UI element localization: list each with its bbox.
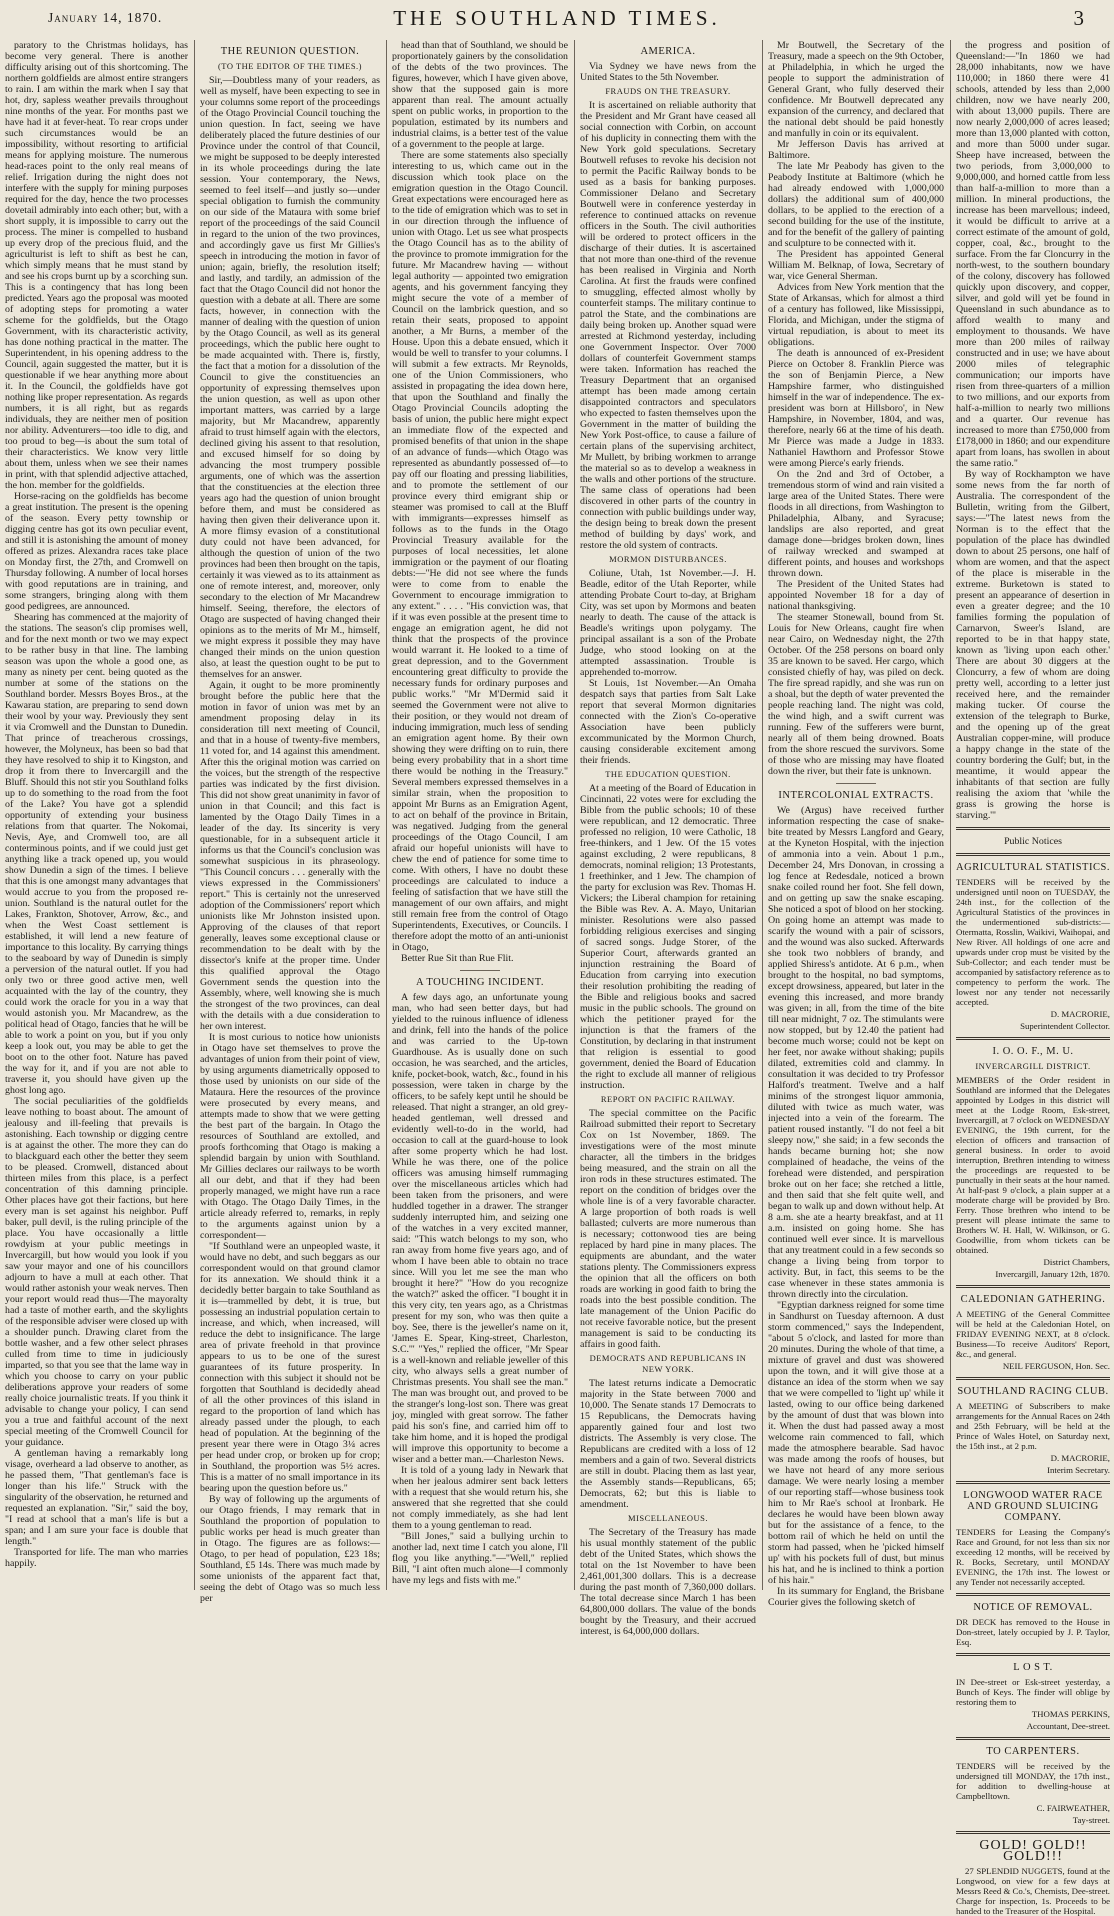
notice-divider: [956, 1285, 1110, 1288]
notice-signature-line: Tay-street.: [1072, 1815, 1110, 1825]
article-paragraph: Better Rue Sit than Rue Flit.: [401, 953, 514, 964]
article-paragraph: The latest returns indicate a Democratic majority in the State between 7000 and 10,000. The Senate stands 17 Democrats to 15 Republicans, the Democrats having apparently gained four and lost two districts. The Assembly is very close. The Republicans are credited with a loss of 12 members and a gain of two. Several districts are still in doubt. Placing them as last year, the Assembly stands—Republicans, 65; Democrats, 62; but this is liable to amendment.: [580, 1378, 756, 1510]
notice-divider: [956, 1737, 1110, 1740]
notice-signature: NEIL FERGUSON, Hon. Sec.: [1002, 1361, 1110, 1371]
notice-body: TENDERS will be received by the undersigned until noon on TUESDAY, the 24th inst., for the collection of the Agricultural Statistics of the provinces in the undermentioned sub-districts:—Otermatta, Rosslin, Waikivi, Waihopai, and New River. All holdings of one acre and upwards under crop must be visited by the Sub-Collector; and each tender must be accompanied by satisfactory reference as to competency to perform the work. The lowest nor any tender not necessarily accepted.: [956, 877, 1110, 1007]
notice-signature: C. FAIRWEATHER,: [1036, 1803, 1110, 1813]
notice-signature-line: Superintendent Collector.: [1020, 1021, 1110, 1031]
notice-block: [956, 1075, 1110, 1255]
notice-body: IN Dee-street or Esk-street yesterday, a Bunch of Keys. The finder will oblige by restoring them to: [956, 1677, 1110, 1707]
notice-block: [956, 1617, 1110, 1647]
section-heading: REPORT ON PACIFIC RAILWAY.: [600, 1094, 736, 1104]
article-intro: Via Sydney we have news from the United States to the 5th November.: [580, 61, 756, 83]
notice-body: DR DECK has removed to the House in Don-street, lately occupied by J. P. Taylor, Esq.: [956, 1617, 1110, 1647]
masthead: [0, 0, 1114, 40]
article-paragraph: It is told of a young lady in Newark that when her jealous admirer sent back letters with a request that she would return his, she answered that she regretted that she could not comply immediately, as she had lent them to a young gentleman to read.: [392, 1465, 568, 1531]
notice-signature-line: Interim Secretary.: [1047, 1465, 1110, 1475]
section-heading: FRAUDS ON THE TREASURY.: [605, 86, 731, 96]
section-heading: DEMOCRATS AND REPUBLICANS IN NEW YORK.: [589, 1353, 747, 1374]
article-paragraph: Again, it ought to be more prominently brought before the public here that the motion in favor of union was met by an amendment proposing delay in its consideration till next meeting of Council, and that in a house of twenty-five members, 11 voted for, and 14 against this amendment. After this the original motion was carried on the voices, but the strength of the respective parties was indicated by the first division. This did not show great unanimity in favor of union in that Council; and this fact is lamented by the Otago Daily Times in a leader of the day. Its sincerity is very questionable, for in a subsequent article it informs us that the Council's conclusion was somewhat suspicious in its phraseology. "This Council concurs . . . generally with the views expressed in the Commissioners' report." This is certainly not the unreserved adoption of the Commissioners' report which unionists like Mr Johnston insisted upon. Approving of the clauses of that report generally, leaves some exceptional clause or recommendation to be dealt with by the dissector's knife at the proper time. Under this qualified approval the Otago Government sends the question into the Assembly, where, well knowing she is much the strongest of the two provinces, can deal with the details with a due consideration to her own interest.: [200, 680, 380, 1032]
column-4: [580, 40, 756, 1637]
article-paragraph: There are some statements also specially interesting to us, which came out in the discussion which took place on the emigration question in the Otago Council. Great expectations were encouraged here as to the tide of emigration which was to set in in our direction through the influence of union with Otago. Let us see what prospects the Otago Council has as to the ability of the province to promote immigration for the future. Mr Macandrew having — without legal authority — appointed two emigration agents, and his government fancying they might secure the vote of a member of Council on the lambrick question, and so retain their seats, proposed to appoint another, a Mr Burns, a member of the House. Upon this a debate ensued, which it would be well to transfer to your columns. I will submit a few extracts. Mr Reynolds, one of the Union Commissioners, who assisted in propagating the idea down here, that upon the Southland and finally the Otago Provincial Councils adopting the basis of union, the public here might expect an immediate flow of the expected and promised benefits of that union in the shape of an advance of funds—which Otago was represented as abundantly possessed of—to pay off our floating and pressing liabilities, and to promote the settlement of our province every third emigrant ship or steamer was promised to call at the Bluff with immigrants—expresses himself as follows as to the funds in the Otago Provincial Treasury available for the purposes of local necessities, let alone immigration or the payment of our floating debts:—"He did not see where the funds were to come from to enable the Government to encourage immigration to any extent." . . . . "His conviction was, that if it was even possible at the present time to engage an emigration agent, he did not think that the prospects of the province would warrant it. He looked to a time of great depression, and to the Government encountering great difficulty to provide the necessary funds for ordinary purposes and public works." "Mr M'Dermid said it seemed the Government were not alive to their position, or they would not dream of inducing immigration, much less of sending an emigration agent home. By their own showing they were drifting on to ruin, there being every probability that in a short time there would be nothing in the Treasury." Several members expressed themselves in a similar strain, when the proposition to appoint Mr Burns as an Emigration Agent, to act on behalf of the province in Britain, was negatived. Judging from the general proceedings of the Otago Council, I am afraid our hopeful unionists will have to chew the end of patience for some time to come. With others, I have no doubt these proceedings are calculated to induce a feeling of satisfaction that we have still the management of our own affairs, and might still remain free from the control of Otago Superintendents, Executives, or Councils. I therefore adopt the motto of an anti-unionist in Otago,: [392, 150, 568, 953]
notice-block: [956, 1309, 1110, 1359]
notice-signature: D. MACRORIE,: [1050, 1009, 1110, 1019]
notice-body: A MEETING of Subscribers to make arrangements for the Annual Races on 24th and 25th February, will be held at the Prince of Wales Hotel, on Saturday next, the 15th inst., at 2 p.m.: [956, 1401, 1110, 1451]
column-1: [5, 40, 188, 1569]
column-rule: [194, 40, 195, 1590]
notice-heading: SOUTHLAND RACING CLUB.: [957, 1386, 1109, 1397]
column-rule: [950, 40, 951, 1590]
notice-block: [956, 1401, 1110, 1451]
article-paragraph: By way of Rockhampton we have some news from the far north of Australia. The correspondent of the Bulletin, writing from the Gilbert, says:—"The latest news from the Norman is to the effect that the population of the place has dwindled down to about 25 persons, one half of whom are women, and that the aspect of the place is miserable in the extreme. Burketown is stated to present an appearance of desertion in even a greater degree; and the 10 families forming the population of Carnarvon, Sweer's Island, are reported to be in that happy state, known as 'living upon each other.' There are about 30 diggers at the Cloncurry, a few of whom are doing pretty well, according to a letter just received here, and the remainder making tucker. Of course the extension of the telegraph to Burke, and the opening up of the great Australian copper-mine, will produce a happy change in the state of the country bordering the Gulf; but, in the meantime, it would appear the inhabitants of that section are fully realising the axiom that 'while the grass is growing the horse is starving.'": [956, 469, 1110, 821]
article-paragraph: paratory to the Christmas holidays, has become very general. There is another difficulty arising out of this shortcoming. The northern goldfields are almost entire strangers to rain. I am within the mark when I say that hot, dry, sapless weather prevails throughout nine months of the year. For months past we have had it at fever-heat. To rear crops under such circumstances would be an impossibility, without resorting to artificial means for applying moisture. The numerous head-races point to the only real means of relief. Irrigation during the night does not interfere with the supply for mining purposes required for the day, hence the two processes dovetail admirably into each other; but, with a short supply, it is impossible to carry out the process. The miner is compelled to husband up every drop of the precious fluid, and the agriculturist is left to shift as best he can, which simply means that he must stand by and see his crops burnt up by a scorching sun. This is a contingency that has long been predicted. Years ago the proposal was mooted of adopting steps for promoting a water scheme for the goldfields, but the Otago Government, with its characteristic activity, has done nothing practical in the matter. The Superintendent, in his opening address to the Council, again suggested the matter, but it is questionable if we hear anything more about it. In the Council, the goldfields have got nothing like proper representation. As regards numbers, it is all right, but as regards individuals, they are neither men of position nor ability. Adventurers—too idle to dig, and too proud to beg—is about the sum total of their characteristics. We know very little about them, unless when we see their names in print, with that splendid adjective attached, the hon. member for the goldfields.: [5, 40, 188, 491]
notice-body: A MEETING of the General Committee will be held at the Caledonian Hotel, on FRIDAY EVENING NEXT, at 8 o'clock. Business—To receive Auditors' Report, &c., and general.: [956, 1309, 1110, 1359]
article-subheading: (TO THE EDITOR OF THE TIMES.): [217, 61, 363, 71]
article-paragraph: On the 2nd and 3rd of October, a tremendous storm of wind and rain visited a large area of the United States. There were floods in all directions, from Washington to Philadelphia, Albany, and Syracuse; landslips are also reported, and great damage done—bridges broken down, lines of railway wrecked and swamped at different points, and houses and workshops thrown down.: [768, 469, 944, 579]
notice-signature: District Chambers,: [1043, 1257, 1110, 1267]
article-paragraph: Shearing has commenced at the majority of the stations. The season's clip promises well, and for the next month or two we may expect to be rather busy in that line. The lambing season was upon the whole a good one, as many as ninety per cent. being quoted as the number at some of the stations on the Southland border. Messrs Boyes Bros., at the Kawarau station, are preparing to send down their wool by your way. Previously they sent it via Cromwell and the Dunstan to Dunedin. That prince of treacherous crossings, however, the Molyneux, has been so bad that they have resolved to ship it to Kingston, and drop it from there to Invercargill and the Bluff. Should this not stir you Southland folks up to do something to the road from the foot of the Lake? You have got a splendid opportunity of extending your business relations from that quarter. The Nokomai, Nevis, Aye, and Cromwell too, are all conterminous points, and if we could just get anything like a track opened up, you would show Dunedin a sign of the times. I believe that this is one amongst many advantages that would accrue to you from the proposed re-union. Southland is the natural outlet for the Lakes, Frankton, Shotover, Arrow, &c., and when the West Coast settlement is established, it will lend a new feature of importance to this locality. By carrying things to the seaboard by way of Dunedin is simply a perversion of the natural outlet. If you had only two or three good active men, well acquainted with the lay of the country, they could work the oracle for you in a way that would astonish you. Mr Macandrew, as the political head of Otago, fancies that he will be able to work a point on you, but if you only keep a look out, you may be able to get the boot on to the other foot. Nature has paved the way for it, and if you are not able to traverse it, you should have given up the ghost long ago.: [5, 612, 188, 1096]
article-paragraph: Mr Jefferson Davis has arrived at Baltimore.: [768, 139, 944, 161]
notice-body: TENDERS for Leasing the Company's Race and Ground, for not less than six nor exceeding 12 months, will be received by R. Bocks, Secretary, until MONDAY EVENING, the 17th inst. The lowest or any Tender not necessarily accepted.: [956, 1527, 1110, 1587]
notices-rule: [956, 827, 1110, 830]
notice-block: [956, 1761, 1110, 1801]
article-paragraph: By way of following up the arguments of our Otago friends, I may remark that in Southland the proportion of population to public works per head is much greater than in Otago. The figures are as follows:—Otago, to per head of population, £23 18s; Southland, £5 14s. There was much made by some unionists of the apparent fact that, seeing the debt of Otago was so much less per: [200, 1494, 380, 1604]
article-paragraph: A gentleman having a remarkably long visage, overheard a lad observe to another, as he passed them, "That gentleman's face is longer than his life." Struck with the singularity of the observation, he returned and requested an explanation. "Sir," said the boy, "I read at school that a man's life is but a span; and I am sure your face is double that length.": [5, 1448, 188, 1547]
notice-signature-line: Accountant, Dee-street.: [1026, 1721, 1110, 1731]
column-rule: [386, 40, 387, 1590]
article-paragraph: The President has appointed General William M. Belknap, of Iowa, Secretary of war, vice General Sherman.: [768, 249, 944, 282]
column-3: [392, 40, 568, 1586]
article-paragraph: "Bill Jones," said a bullying urchin to another lad, next time I catch you alone, I'll flog you like anything."—"Well," replied Bill, "I aint often much alone—I commonly have my legs and fists with me.": [392, 1531, 568, 1586]
notice-block: [956, 877, 1110, 1007]
section-heading: MISCELLANEOUS.: [628, 1513, 708, 1523]
notice-body: TENDERS will be received by the undersigned till MONDAY, the 17th inst., for addition to dwelling-house at Campbelltown.: [956, 1761, 1110, 1801]
notice-signature: D. MACRORIE,: [1050, 1453, 1110, 1463]
notice-block: [956, 1677, 1110, 1707]
gold-notice-body: 27 SPLENDID NUGGETS, found at the Longwood, on view for a few days at Messrs Reed & Co.'s, Chemists, Dee-street. Charge for inspection, 1s. Proceeds to be handed to the Treasurer of the Hospital.: [956, 1866, 1110, 1916]
notice-heading: TO CARPENTERS.: [986, 1746, 1080, 1757]
article-paragraph: Horse-racing on the goldfields has become a great institution. The present is the opening of the season. Every petty township or digging centre has got its own peculiar event, and still it is astonishing the amount of money offered as prizes. Alexandra races take place on Monday first, the 27th, and Cromwell on Thursday following. A number of local horses with good reputations are in training, and some strangers, bringing along with them good pedigrees, are announced.: [5, 491, 188, 612]
notice-heading: L O S T.: [1013, 1662, 1053, 1673]
section-divider: [836, 783, 876, 784]
article-paragraph: The social peculiarities of the goldfields leave nothing to boast about. The amount of jealousy and ill-feeling that prevails is astonishing. Each township or digging centre is at against the other. The more they can do to blackguard each other the better they seem to be pleased. Cromwell, distanced about thirteen miles from this place, is a perfect concentration of this damning principle. Other places have got their factions, but here every man is set against his neighbor. Puff baker, pull devil, is the ruling principle of the place. You have occasionally a little rowdyism at your public meetings in Invercargill, but how would you look if you saw your mayor and one of his councillors adjourn to have a mull at each other. That would rather astonish your weak nerves. Then your report would read thus—The mayoralty had a taste of mother earth, and the skylights of the responsible adviser were closed up with a shoulder punch. Drawing claret from the bottle washer, and a few other select phrases culled from time to time in judiciously imparted, so that you see that the lame way in which you choose to carry on your public deliberations approve your readers of some really choice journalistic treats. If you think it advisable to change your policy, I can send you a true and faithful account of the next special meeting of the Cromwell Council for your guidance.: [5, 1096, 188, 1448]
article-paragraph: St Louis, 1st November.—An Omaha despatch says that parties from Salt Lake report that several Mormon dignitaries connected with the Zion's Co-operative Association have been publicly excommunicated by the Mormon Church, causing considerable excitement among their friends.: [580, 678, 756, 766]
article-paragraph: The death is announced of ex-President Pierce on October 8. Franklin Pierce was the son of Benjamin Pierce, a New Hampshire farmer, who distinguished himself in the war of independence. The ex-president was born at Hillsboro', in New Hampshire, in November, 1804, and was, therefore, nearly 66 at the time of his death. Mr Pierce was made a Judge in 1833. Nathaniel Hawthorn and Professor Stowe were among Pierce's early friends.: [768, 348, 944, 469]
article-paragraph: "If Southland were an unpeopled waste, it would have no debt, and such beggars as our correspondent would on that ground clamor for its annexation. We should think it a decidedly better bargain to take Southland as it is—trammelled by debt, it is true, but possessing an industrial population certain to increase, and which, when increased, will reduce the debt to insignificance. The large area of private freehold in that province appears to us to be one of the surest guarantees of its future prosperity. In connection with this subject it should not be forgotten that Southland is decidedly ahead of all the other provinces of this island in regard to the proportion of land which has already passed under the plough, to each head of population. At the beginning of the present year there were in Otago 3¼ acres per head under crop, or broken up for crop; in Southland, the proportion was 5½ acres. This is a matter of no small importance in its bearing upon the question before us.": [200, 1241, 380, 1494]
article-paragraph: Mr Boutwell, the Secretary of the Treasury, made a speech on the 9th October, at Philadelphia, in which he urged the people to support the administration of General Grant, who fully deserved their confidence. Mr Boutwell deprecated any expansion of the currency, and declared that the national debt should be paid honestly and manfully in coin or its equivalent.: [768, 40, 944, 139]
notice-block: [956, 1527, 1110, 1587]
notice-heading: CALEDONIAN GATHERING.: [960, 1294, 1106, 1305]
article-heading: A TOUCHING INCIDENT.: [415, 977, 545, 988]
article-paragraph: At a meeting of the Board of Education in Cincinnati, 22 votes were for excluding the Bible from the public schools; 10 of these were republican, and 12 democratic. Three professed no religion, 10 were Catholic, 18 free-thinkers, and 1 Jew. Of the 15 votes against excluding, 2 were republicans, 8 democrats, nominal religion; 13 Protestants, 1 freethinker, and 1 Jew. The champion of the party for exclusion was Rev. Thomas H. Vickers; the Liberal champion for retaining the Bible was Rev. A. A. Mayo, Unitarian minister. Resolutions were also passed forbidding religious exercises and singing of sacred songs. Judge Storer, of the Superior Court, afterwards granted an injunction restraining the Board of Education from carrying into execution their resolution prohibiting the reading of the Bible and religious books and sacred music in the public schools. The ground on which the petitioner prayed for the injunction is that the framers of the Constitution, by declaring in that instrument that religion is essential to good government, denied the Board of Education the right to exclude all manner of religious instruction.: [580, 783, 756, 1091]
article-paragraph: Transported for life. The man who marries happily.: [5, 1547, 188, 1569]
notice-heading: AGRICULTURAL STATISTICS.: [956, 862, 1110, 873]
article-paragraph: head than that of Southland, we should be proportionately gainers by the consolidation of the debts of the two provinces. The figures, however, which I have given above, show that the supposed gain is more apparent than real. The amount actually spent on public works, in proportion to the population, estimated by its numbers and industrial claims, is a better test of the value of a government to the people at large.: [392, 40, 568, 150]
article-paragraph: the progress and position of Queensland:—"In 1860 we had 28,000 inhabitants, now we have 110,000; in 1860 there were 41 schools, attended by less than 2,000 children, now we have nearly 200, with about 13,000 pupils. There are now nearly 2,000,000 of acres leased; more than 13,000 planted with cotton, and more than 5000 under sugar. Sheep have increased, between the two periods, from 3,000,000 to 9,000,000, and horned cattle from less than half-a-million to more than a million. In mineral productions, the increase has been marvellous; indeed, it would be difficult to arrive at a correct estimate of the amount of gold, copper, coal, &c., brought to the surface. From the far Cloncurry in the north-west, to the southern boundary of the colony, discovery has followed quickly upon discovery, and copper, silver, and gold will yet be found in Queensland in such abundance as to afford wealth to many and employment to thousands. We have more than 200 miles of railway constructed and in use; we have about 2000 miles of telegraphic communication; our imports have risen from three-quarters of a million to two millions, and our exports from half-a-million to nearly two millions and a quarter. Our revenue has increased to more than £750,000 from £178,000 in 1860; and our expenditure apart from loans, has swollen in about the same ratio.": [956, 40, 1110, 469]
article-paragraph: A few days ago, an unfortunate young man, who had seen better days, but had yielded to the ruinous influence of idleness and drink, fell into the hands of the police and was carried to the Up-town Guardhouse. As is usually done on such occasion, he was searched, and the articles, knife, pocket-book, watch, &c., found in his possession, were taken in charge by the officers, to be safely kept until he should be released. That night a stranger, an old grey-headed gentleman, well dressed and evidently well-to-do in the world, had occasion to call at the guard-house to look after some property which he had lost. While he was there, one of the police officers was amusing himself rummaging over the miscellaneous articles which had been taken from the prisoners, and were huddled together in a drawer. The stranger suddenly interrupted him, and seizing one of the watches in a very excited manner, said: "This watch belongs to my son, who ran away from home five years ago, and of whom I have been able to obtain no trace since. Will you let me see the man who brought it here?" "How do you recognize the watch?" asked the officer. "I bought it in this very city, ten years ago, as a Christmas present for my son, who was then quite a boy. See, there is the jeweller's name on it, 'James E. Spear, King-street, Charleston, S.C.'" "Yes," replied the officer, "Mr Spear is a well-known and reliable jeweller of this city, who always sells a great number of Christmas presents. You shall see the man." The man was brought out, and proved to be the stranger's long-lost son. There was great joy, mingled with great sorrow. The father paid his son's fine, and carried him off to take him home, and it is hoped the prodigal will improve this opportunity to become a wiser and a better man.—Charleston News.: [392, 992, 568, 1465]
newspaper-title: THE SOUTHLAND TIMES.: [393, 6, 721, 30]
notice-divider: [956, 1037, 1110, 1040]
article-paragraph: The late Mr Peabody has given to the Peabody Institute at Baltimore (which he had already endowed with 1,000,000 dollars) the additional sum of 400,000 dollars, to be applied to the erection of a second building for the use of the institute, and for the benefit of the gallery of painting and sculpture to be connected with it.: [768, 161, 944, 249]
notice-body: MEMBERS of the Order resident in Southland are informed that the Delegates appointed by Lodges in this district will meet at the Lodge Room, Esk-street, Invercargill, at 7 o'clock on WEDNESDAY EVENING, the 19th current, for the election of officers and transaction of general business. In order to avoid interruption, Brethren intending to witness the proceedings are requested to be punctually in their seats at the hour named. At half-past 9 o'clock, a plain supper at a moderate charge will be provided by Bro. Ferry. Those brethren who intend to be present will please intimate the same to Brothers W. H. Hall, W. Wilkinson, or G. Goodwillie, from whom tickets can be obtained.: [956, 1075, 1110, 1255]
article-paragraph: Sir,—Doubtless many of your readers, as well as myself, have been expecting to see in your columns some report of the proceedings of the Otago Provincial Council touching the union question. In fact, seeing we have deliberately placed the future destinies of our Province under the control of that Council, we might be supposed to be deeply interested in its whole proceedings during the late session. Your contemporary, the News, seemed to feel itself—and justly so—under special obligation to furnish the community on our side of the Mataura with some brief report of the proceedings of the said Council in regard to the union of the two provinces, and accordingly gave us first Mr Gillies's speech in introducing the motion in favor of union; again, briefly, the resolution itself; and lastly, and tardily, an admission of the fact that the Otago Council did not honor the question with a debate at all. There are some facts, however, in connection with the manner of dealing with the question of union by the Otago Council, as well as its general proceedings, which the public here ought to be made acquainted with. There is, firstly, the fact that a motion for a dissolution of the Council to give the constituencies an opportunity of expressing themselves upon the union question, as well as upon other important matters, was carried by a large majority, but Mr Macandrew, apparently afraid to trust himself again with the electors, declined giving his assent to that resolution, and excused himself for so doing by advancing the most trumpery possible arguments, one of which was the assertion that the constituencies at the election three years ago had the question of union brought before them, and must be considered as having then given their deliverance upon it. A more flimsy evasion of a constitutional duty could not have been advanced, for although the question of union of the two provinces had been then brought on the tapis, certainly it was viewed as to its attainment as one of remote interest, and, moreover, only secondary to the election of Mr Macandrew himself. Seeing, therefore, the electors of Otago are suspected of having changed their opinions as to the merits of Mr M., himself, we might express it possible they may have changed their minds on the union question also, at least the question ought to be put to themselves for an answer.: [200, 75, 380, 680]
page-number: 3: [1073, 6, 1084, 30]
column-6: [956, 40, 1110, 1916]
article-paragraph: It is ascertained on reliable authority that the President and Mr Grant have ceased all social connection with Corbin, on account of his duplicity in connecting them with the New York gold speculations. Secretary Boutwell refuses to revoke his decision not to permit the Pacific Railway bonds to be used as a basis for banking purposes. Commissioner Delano and Secretary Boutwell were in conference yesterday in reference to continued attacks on revenue officers in the South. The civil authorities will be ordered to protect officers in the discharge of their duties. It is ascertained that not more than one-third of the revenue has been realised in Virginia and North Carolina. At first the frauds were confined to smuggling, effected almost wholly by counterfeit stamps. The military continue to patrol the State, and the combinations are daily being broken up. Another squad were arrested at Richmond yesterday, including one Government Inspector. Over 7000 dollars of counterfeit Government stamps were taken. Information has reached the Treasury Department that an organised attempt has been made among certain disappointed contractors and speculators who expected to fasten themselves upon the Government in the matter of building the New York Post-office, to cause a failure of certain plans of the supervising architect, Mr Mullett, by bribing workmen to arrange the material so as to develop a weakness in the walls and other portions of the structure. The same class of operations had been discovered in other parts of the country in connection with public buildings under way, the design being to break down the present method of building by days' work, and restore the old system of contracts.: [580, 100, 756, 551]
notice-signature-line: Invercargill, January 12th, 1870.: [995, 1269, 1110, 1279]
column-rule: [574, 40, 575, 1590]
notice-divider: [956, 1481, 1110, 1484]
notice-divider: [956, 1831, 1110, 1834]
notice-heading: I. O. O. F., M. U.: [992, 1046, 1074, 1057]
notices-rule: [956, 853, 1110, 856]
issue-date: January 14, 1870.: [48, 10, 163, 25]
article-paragraph: The special committee on the Pacific Railroad submitted their report to Secretary Cox on 1st November, 1869. The investigations were of the most minute character, all the timbers in the bridges being measured, and the strain on all the iron rods in these structures estimated. The report on the condition of bridges over the whole line is of a very favorable character. A large proportion of both roads is well ballasted; culverts are more numerous than is necessary; cottonwood ties are being replaced by hard pine in many places. The equipments are abundant, and the water stations plenty. The Commissioners express the opinion that all the officers on both roads are working in good faith to bring the roads into the best possible condition. The late management of the Union Pacific do not receive favorable notice, but the present management is said to be conducting its affairs in good faith.: [580, 1108, 756, 1350]
article-paragraph: The steamer Stonewall, bound from St. Louis for New Orleans, caught fire when near Cairo, on Wednesday night, the 27th October. Of the 258 persons on board only 35 are known to be saved. Her cargo, which consisted chiefly of hay, was piled on deck. The fire spread rapidly, and she was run on a shoal, but the depth of water prevented the people reaching land. The night was cold, the wind high, and a swift current was running. Few of the sufferers were burnt, nearly all of them being drowned. Boats from the shore rescued the survivors. Some of those who are missing may have floated down the river, but their fate is unknown.: [768, 612, 944, 777]
notice-divider: [956, 1593, 1110, 1596]
column-2: [200, 40, 380, 1604]
section-heading: THE EDUCATION QUESTION.: [605, 769, 731, 779]
notice-heading: LONGWOOD WATER RACE AND GROUND SLUICING COMPANY.: [963, 1490, 1103, 1523]
article-heading: AMERICA.: [640, 46, 696, 57]
article-paragraph: We (Argus) have received further information respecting the case of snake-bite treated by Messrs Langford and Geary, at the Kyneton Hospital, with the injection of ammonia into a vein. About 1 p.m., December 24, Mrs Donovan, in crossing a log fence at Redesdale, noticed a brown snake coiled round her foot. She fell down, and on getting up saw the snake escaping. She noticed a spot of blood on her stocking. On going home an attempt was made to scarify the wound with a pair of scissors, and the wound was also sucked. Afterwards she took two nobblers of brandy, and applied Shiress's antidote. At 6 p.m., when brought to the hospital, no bad symptoms, except drowsiness, appeared, but later in the evening this increased, and more brandy was given; in all, from the time of the bite till near midnight, 7 oz. The stimulants were now stopped, but by 12.40 the patient had become much worse; could not be kept on her feet, nor awake without shaking; pupils dilated, extremities cold and clammy. In consultation it was decided to try Professor Halford's treatment. Twelve and a half minims of the strongest liquor ammonia, diluted with twice as much water, was injected into a vein of the forearm. The patient roused instantly. "I do not feel a bit sleepy now," she said; in a few seconds the hands became burning hot; she now complained of headache, the veins of the forehead were distended, and perspiration broke out on her face; she retched a little, and then said that she felt quite well, and began to walk up and down without help. At 8 a.m. she ate a hearty breakfast, and at 11 a.m. insisted on going home. She has continued well ever since. It is marvellous that any treatment could in a few seconds so change a living being from torpor to activity. But, in fact, this seems to be the case whenever in these states ammonia is thrown directly into the circulation.: [768, 805, 944, 1300]
article-paragraph: Coliune, Utah, 1st November.—J. H. Beadle, editor of the Utah Reporter, while attending Probate Court to-day, at Brigham City, was set upon by Mormons and beaten nearly to death. The cause of the attack is Beadle's writings upon polygamy. The principal assailant is a son of the Probate Judge, who stood looking on at the attempted assassination. Trouble is apprehended to-morrow.: [580, 568, 756, 678]
article-paragraph: The President of the United States had appointed November 18 for a day of national thanksgiving.: [768, 579, 944, 612]
article-heading: INTERCOLONIAL EXTRACTS.: [778, 790, 934, 801]
section-heading: MORMON DISTURBANCES.: [609, 554, 727, 564]
notice-heading: NOTICE OF REMOVAL.: [973, 1602, 1093, 1613]
column-rule: [762, 40, 763, 1590]
article-paragraph: In its summary for England, the Brisbane Courier gives the following sketch of: [768, 1586, 944, 1608]
notice-divider: [956, 1653, 1110, 1656]
notice-subheading: INVERCARGILL DISTRICT.: [975, 1061, 1091, 1071]
gold-heading: GOLD! GOLD!! GOLD!!!: [979, 1838, 1087, 1864]
article-paragraph: Advices from New York mention that the State of Arkansas, which for almost a third of a century has followed, like Mississippi, Florida, and Michigan, under the stigma of virtual repudiation, is about to meet its obligations.: [768, 282, 944, 348]
notice-signature: THOMAS PERKINS,: [1031, 1709, 1110, 1719]
section-divider: [460, 970, 500, 971]
article-paragraph: The Secretary of the Treasury has made his usual monthly statement of the public debt of the United States, which shows the total on the 1st November to have been 2,461,001,300 dollars. This is a decrease during the past month of 7,360,000 dollars. The total decrease since March 1 has been 64,800,000 dollars. The value of the bonds bought by the Treasury, and their accrued interest, is 64,000,000 dollars.: [580, 1527, 756, 1637]
notice-divider: [956, 1377, 1110, 1380]
public-notices-heading: Public Notices: [1004, 836, 1062, 847]
article-paragraph: It is most curious to notice how unionists in Otago have set themselves to prove the advantages of union from their point of view, by using arguments diametrically opposed to those used by unionists on our side of the Mataura. Here the resources of the province were prosecuted by every means, and attempts made to show that we were getting the best part of the bargain. In Otago the resources of Southland are extolled, and proofs forthcoming that Otago is making a splendid bargain by union with Southland. Mr Gillies declares our railways to be worth all our debt, and that if they had been properly managed, we might have run a race with Otago. The Otago Daily Times, in the article already referred to, remarks, in reply to the arguments against union by a correspondent—: [200, 1032, 380, 1241]
article-heading: THE REUNION QUESTION.: [220, 46, 360, 57]
column-5: [768, 40, 944, 1608]
article-paragraph: "Egyptian darkness reigned for some time in Sandhurst on Tuesday afternoon. A dust storm commenced," says the Independent, "about 5 o'clock, and lasted for more than 20 minutes. During the whole of that time, a mixture of gravel and dust was showered upon the town, and it will give those at a distance an idea of the storm when we say that we were compelled to 'light up' while it lasted, owing to our office being darkened by the amount of dust that was blown into it. When the dust had passed away a most welcome rain commenced to fall, which made the atmosphere bearable. Sad havoc was made among the roofs of houses, but we have not heard of any more serious damage. We were nearly losing a member of our reporting staff—whose business took him to Mr Rae's school at Ironbark. He declares he would have been blown away but for the assistance of a fence, to the bottom rail of which he held on until the storm had passed, when he 'picked himself up' with his pockets full of dust, but minus his hat, and he is inclined to think a portion of his hair.": [768, 1300, 944, 1586]
